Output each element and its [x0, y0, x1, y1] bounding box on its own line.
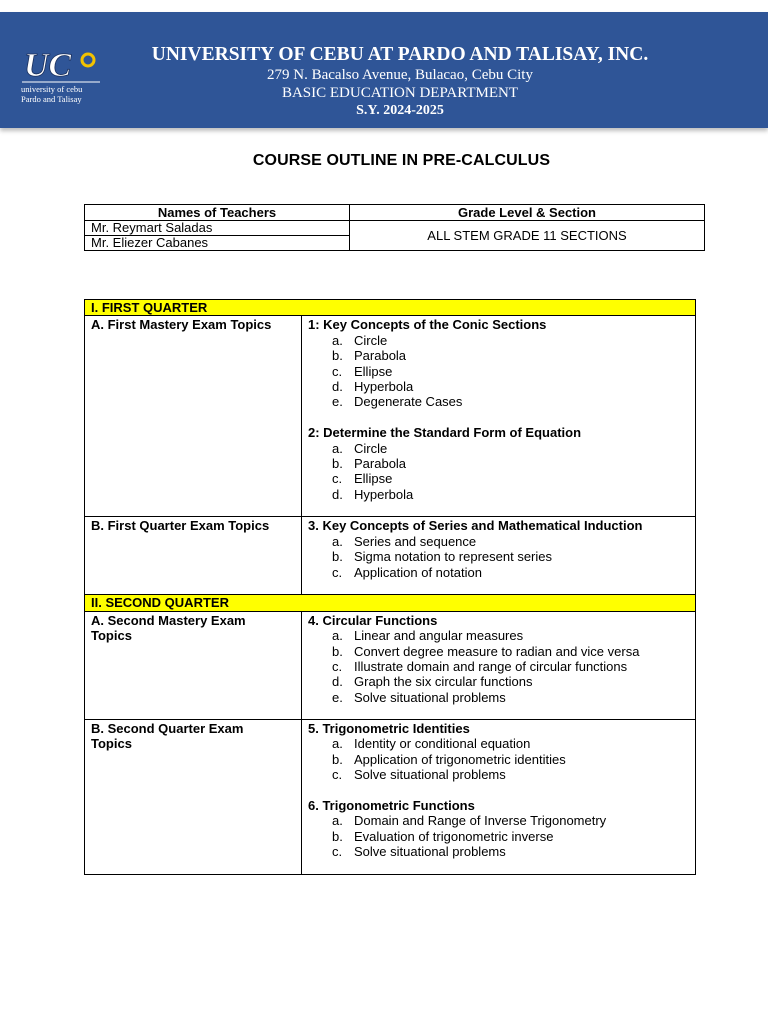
department-name: BASIC EDUCATION DEPARTMENT [281, 85, 519, 101]
topic-items [308, 736, 689, 782]
topic-title: 3. Key Concepts of Series and Mathematical Induction [308, 518, 643, 534]
banner-text [130, 44, 670, 120]
grade-section-value: ALL STEM GRADE 11 SECTIONS [350, 221, 705, 251]
list-item: a. Circle [332, 440, 388, 456]
university-address: 279 N. Bacalso Avenue, Bulacao, Cebu City [267, 67, 533, 83]
list-item: c. Solve situational problems [332, 767, 506, 783]
teachers-table [84, 204, 705, 251]
school-year: S.Y. 2024-2025 [356, 103, 444, 118]
list-item: a. Linear and angular measures [332, 628, 524, 644]
topic-title: 4. Circular Functions [308, 612, 438, 628]
topic-items [308, 534, 689, 580]
teacher-name: Mr. Eliezer Cabanes [85, 236, 350, 251]
section-label: A. First Mastery Exam Topics [85, 316, 302, 517]
course-outline-table [84, 299, 696, 875]
quarter-header: I. FIRST QUARTER [85, 300, 696, 316]
university-logo [18, 46, 104, 106]
topic-title: 1: Key Concepts of the Conic Sections [308, 317, 547, 333]
list-item: a. Series and sequence [332, 533, 477, 549]
topic-items [308, 813, 689, 859]
list-item: c. Ellipse [332, 363, 393, 379]
list-item: c. Ellipse [332, 471, 393, 487]
list-item: a. Circle [332, 332, 388, 348]
list-item: d. Graph the six circular functions [332, 674, 533, 690]
list-item: c. Solve situational problems [332, 844, 506, 860]
header-banner [0, 12, 768, 128]
list-item: b. Convert degree measure to radian and vice versa [332, 643, 640, 659]
list-item: b. Application of trigonometric identities [332, 751, 566, 767]
topic-title: 6. Trigonometric Functions [308, 797, 475, 813]
list-item: b. Parabola [332, 348, 407, 364]
topic-items [308, 628, 689, 705]
topics-cell [302, 517, 696, 595]
list-item: a. Domain and Range of Inverse Trigonometry [332, 813, 607, 829]
topic-title: 5. Trigonometric Identities [308, 720, 470, 736]
list-item: e. Degenerate Cases [332, 394, 463, 410]
section-label: B. Second Quarter Exam Topics [85, 719, 302, 874]
list-item: d. Hyperbola [332, 486, 414, 502]
list-item: b. Sigma notation to represent series [332, 549, 552, 565]
document-title: COURSE OUTLINE IN PRE-CALCULUS [252, 152, 551, 169]
topic-items [308, 333, 689, 410]
quarter-header: II. SECOND QUARTER [85, 595, 696, 611]
section-label: B. First Quarter Exam Topics [85, 517, 302, 595]
logo-caption-line1: university of cebu [21, 84, 83, 94]
teachers-header: Names of Teachers [85, 205, 350, 221]
section-label: A. Second Mastery Exam Topics [85, 611, 302, 719]
list-item: c. Application of notation [332, 564, 482, 580]
logo-caption-line2: Pardo and Talisay [21, 94, 82, 104]
list-item: b. Evaluation of trigonometric inverse [332, 828, 554, 844]
teacher-name: Mr. Reymart Saladas [85, 221, 350, 236]
logo-letters: UC [24, 47, 72, 84]
topic-title: 2: Determine the Standard Form of Equation [308, 425, 582, 441]
list-item: c. Illustrate domain and range of circular functions [332, 659, 628, 675]
list-item: d. Hyperbola [332, 379, 414, 395]
topics-cell [302, 719, 696, 874]
list-item: b. Parabola [332, 456, 407, 472]
list-item: a. Identity or conditional equation [332, 736, 531, 752]
topics-cell [302, 611, 696, 719]
grade-section-header: Grade Level & Section [350, 205, 705, 221]
university-name: UNIVERSITY OF CEBU AT PARDO AND TALISAY, INC. [151, 44, 649, 65]
topic-items [308, 441, 689, 503]
list-item: e. Solve situational problems [332, 689, 506, 705]
topics-cell [302, 316, 696, 517]
